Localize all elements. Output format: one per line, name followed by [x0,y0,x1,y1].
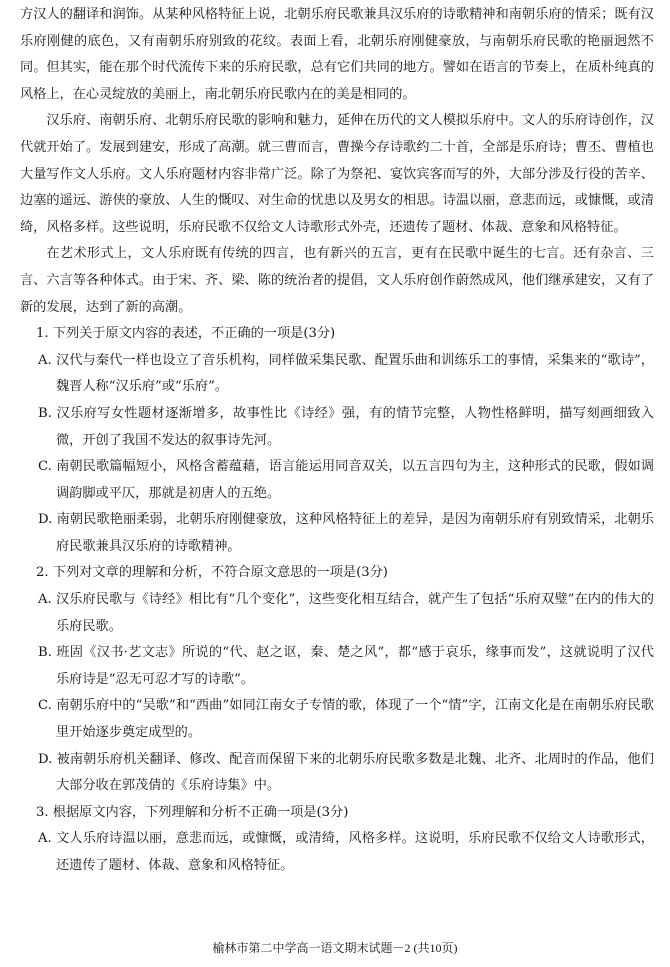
answer-option: B. 班固《汉书·艺文志》所说的“代、赵之讴，秦、楚之风”，都“感于哀乐，缘事而发”，这就说明了汉代乐府诗是“忍无可忍才写的诗歌”。 [38,645,654,687]
answer-option: C. 南朝民歌篇幅短小，风格含蓄蕴藉，语言能运用同音双关，以五言四句为主，这种形式的民歌，假如调调韵脚或平仄，那就是初唐人的五绝。 [38,459,654,501]
answer-option: C. 南朝乐府中的“吴歌”和“西曲”如同江南女子专情的歌，体现了一个“情”字，江南文化是在南朝乐府民歌里开始逐步奠定成型的。 [38,698,654,741]
question-2 [20,560,654,799]
answer-option: D. 南朝民歌艳丽柔弱，北朝乐府刚健豪放，这种风格特征上的差异，是因为南朝乐府有别致情采，北朝乐府民歌兼具汉乐府的诗歌精神。 [38,512,654,554]
body-paragraph: 在艺术形式上，文人乐府既有传统的四言，也有新兴的五言，更有在民歌中诞生的七言。还有杂言、三言、六言等各种体式。由于宋、齐、梁、陈的统治者的提倡，文人乐府创作蔚然成风，他们继承建安，又有了新的发展，达到了新的高潮。 [20,246,654,315]
question-3 [20,800,654,880]
question-stem: 3. 根据原文内容，下列理解和分析不正确一项是(3分) [36,804,349,820]
answer-option: A. 汉代与秦代一样也设立了音乐机构，同样做采集民歌、配置乐曲和训练乐工的事情，采集来的“歌诗”，魏晋人称“汉乐府”或“乐府”。 [38,352,654,395]
answer-option: A. 汉乐府民歌与《诗经》相比有“几个变化”，这些变化相互结合，就产生了包括“乐府双璧”在内的伟大的乐府民歌。 [38,592,654,634]
answer-option: B. 汉乐府写女性题材逐渐增多，故事性比《诗经》强，有的情节完整，人物性格鲜明，描写刻画细致入微，开创了我国不发达的叙事诗先河。 [38,405,654,448]
answer-option: D. 被南朝乐府机关翻译、修改、配音而保留下来的北朝乐府民歌多数是北魏、北齐、北周时的作品，他们大部分收在郭茂倩的《乐府诗集》中。 [38,751,654,794]
body-paragraph: 汉乐府、南朝乐府、北朝乐府民歌的影响和魅力，延伸在历代的文人模拟乐府中。文人的乐府诗创作，汉代就开始了。发展到建安，形成了高潮。就三曹而言，曹操今存诗歌约二十首，全部是乐府诗；曹丕、曹植也大量写作文人乐府。文人乐府题材内容非常广泛。除了为祭祀、宴饮宾客而写的外，大部分涉及行役的苦辛、边塞的遥远、游侠的豪放、人生的慨叹、对生命的忧患以及男女的相思。诗温以丽，意悲而远，或慷慨，或清绮，风格多样。这些说明，乐府民歌不仅给文人诗歌形式外壳，还遗传了题材、体裁、意象和风格特征。 [20,113,654,235]
question-1 [20,321,654,560]
question-stem: 1. 下列关于原文内容的表述，不正确的一项是(3分) [36,326,336,342]
body-paragraph: 方汉人的翻译和润饰。从某种风格特征上说，北朝乐府民歌兼具汉乐府的诗歌精神和南朝乐府的情采；既有汉乐府刚健的底色，又有南朝乐府别致的花纹。表面上看，北朝乐府刚健豪放，与南朝乐府民歌的艳丽迥然不同。但其实，能在那个时代流传下来的乐府民歌，总有它们共同的地方。譬如在语言的节奏上，在质朴纯真的风格上，在心灵绽放的美丽上，南北朝乐府民歌内在的美是相同的。 [20,7,654,102]
question-stem: 2. 下列对文章的理解和分析，不符合原文意思的一项是(3分) [36,565,388,581]
page-footer: 榆林市第二中学高一语文期末试题－2 (共10页) [212,941,458,955]
page-content [20,2,654,880]
answer-option: A. 文人乐府诗温以丽，意悲而远，或慷慨，或清绮，风格多样。这说明，乐府民歌不仅给文人诗歌形式，还遗传了题材、体裁、意象和风格特征。 [38,831,654,873]
